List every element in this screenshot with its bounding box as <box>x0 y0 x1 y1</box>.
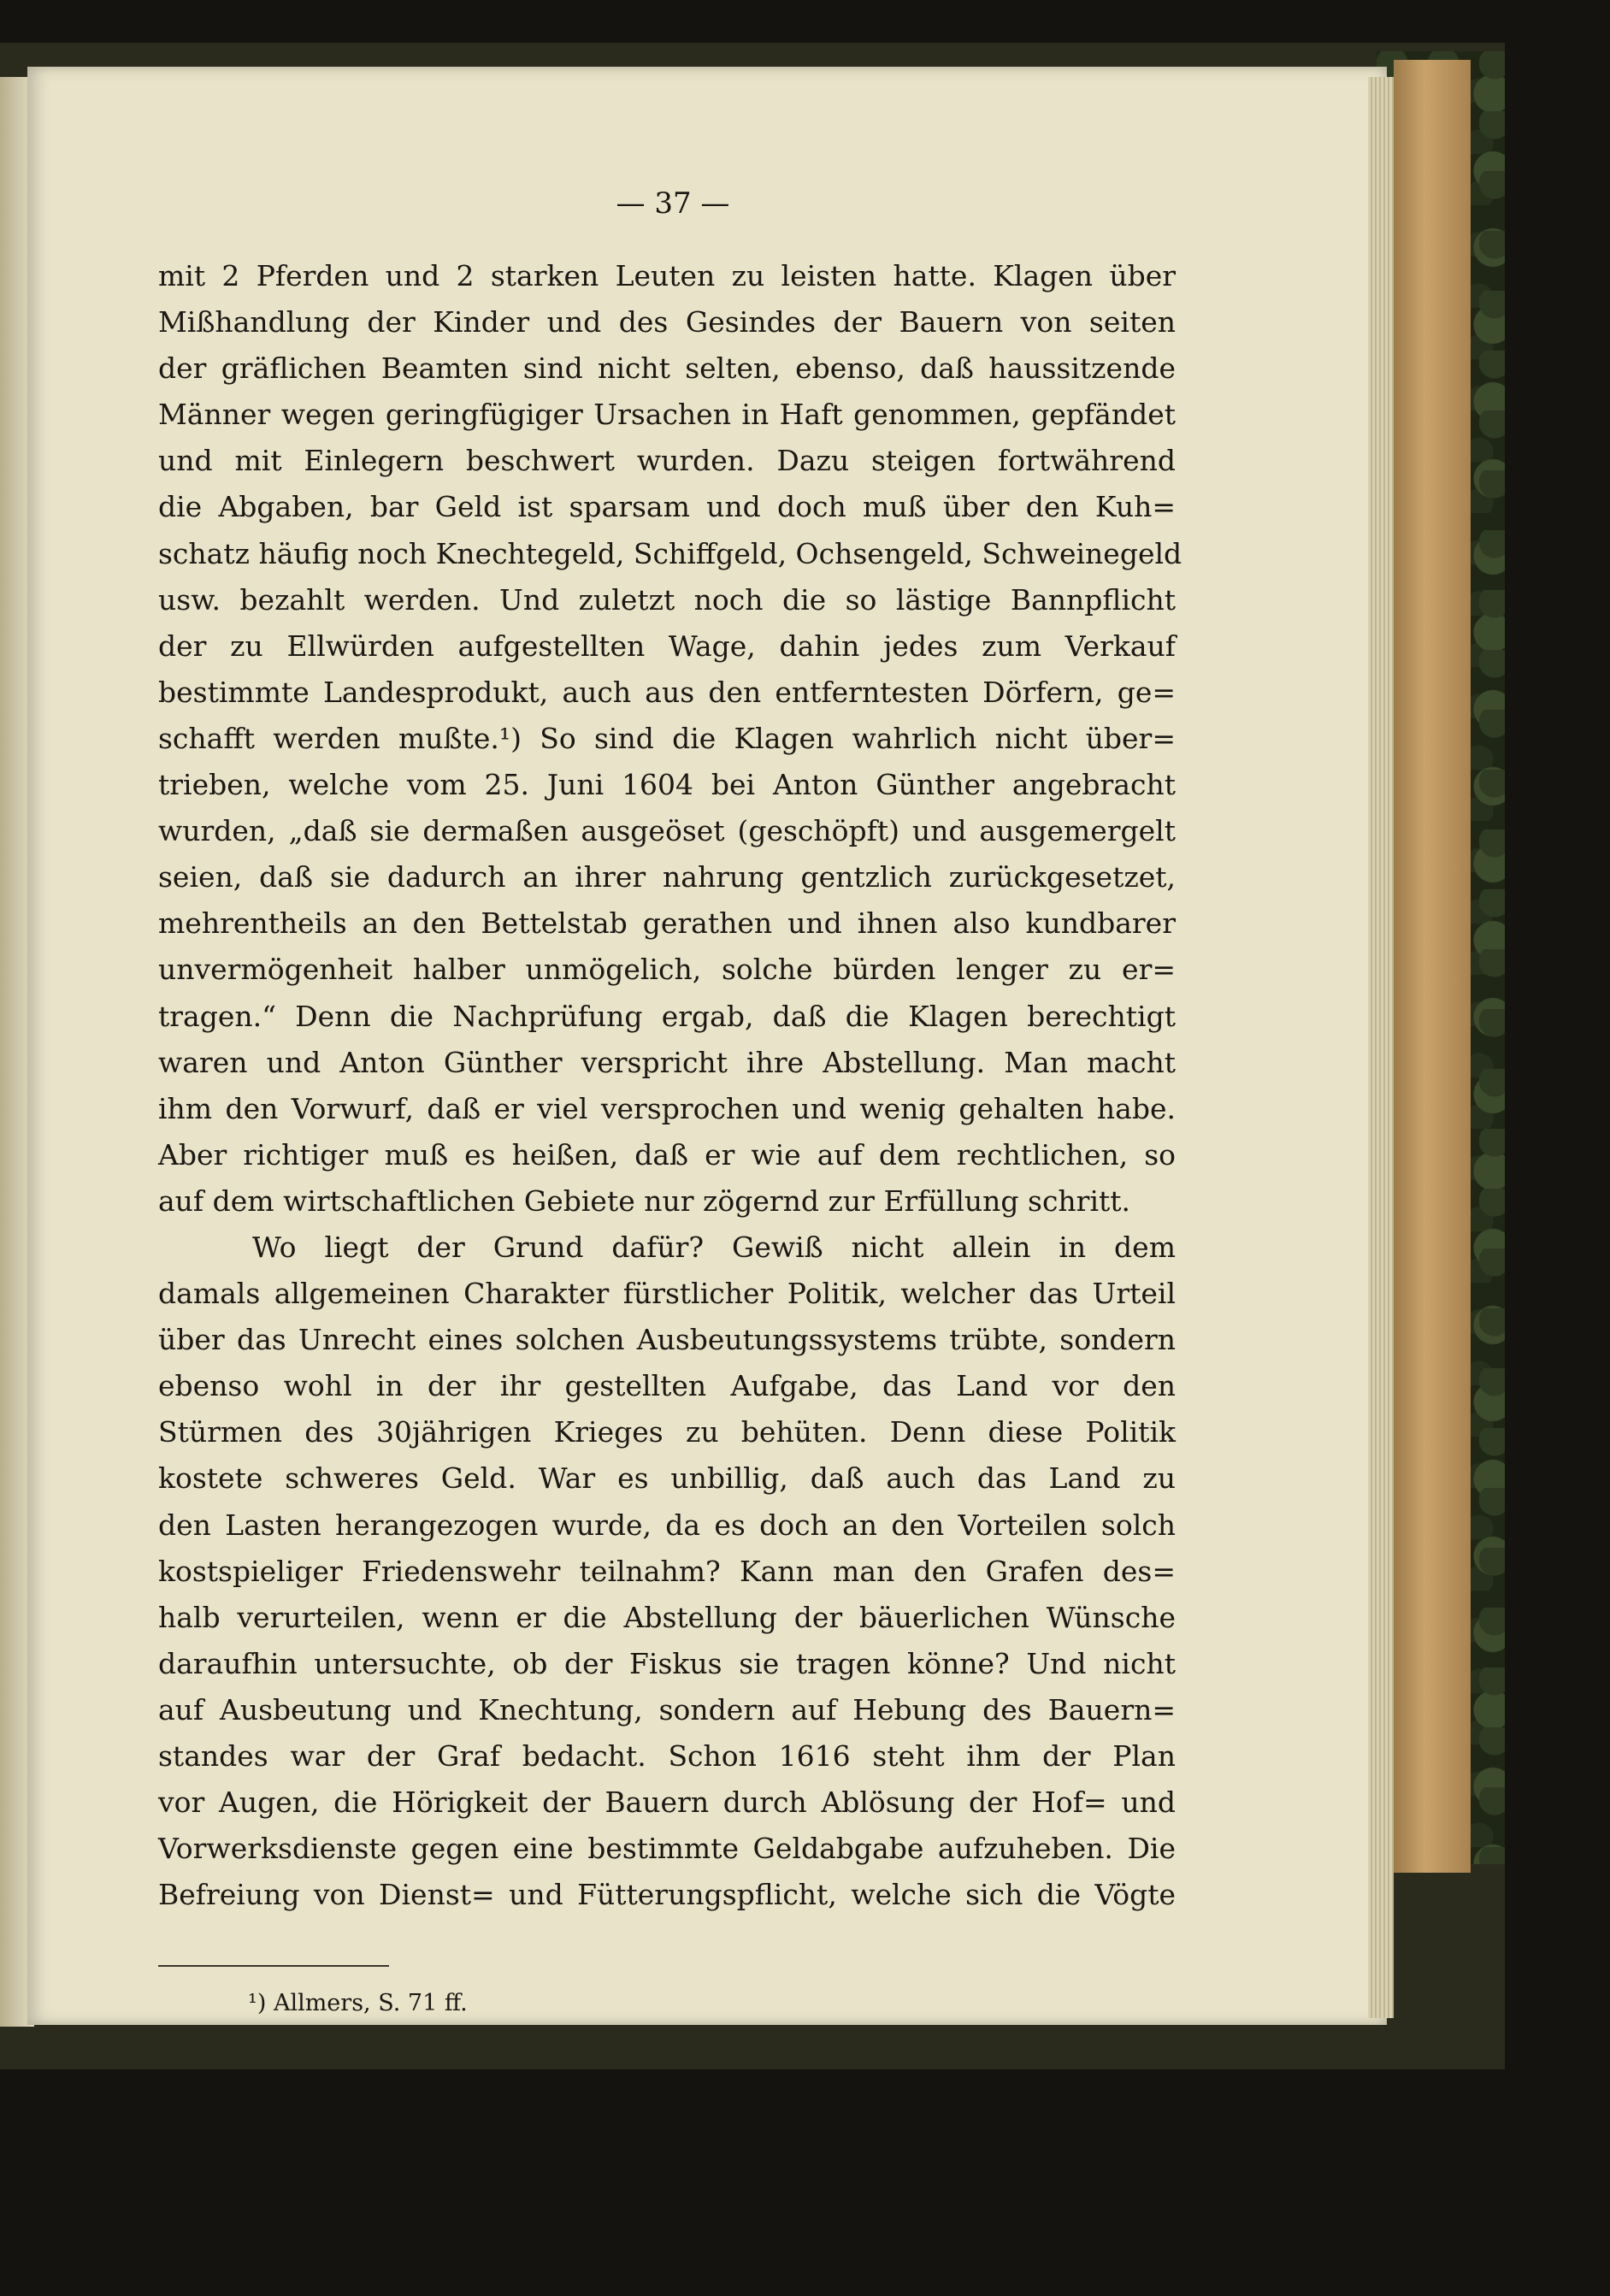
text-line: schatz häufig noch Knechtegeld, Schiffgeld, Ochsengeld, Schweinegeld <box>158 536 1182 570</box>
text-line: wurden, „daß sie dermaßen ausgeöset (geschöpft) und ausgemergelt <box>158 814 1176 848</box>
text-line: kostspieliger Friedenswehr teilnahm? Kann man den Grafen des= <box>158 1554 1176 1588</box>
text-line: Stürmen des 30jährigen Krieges zu behüten. Denn diese Politik <box>158 1415 1176 1449</box>
text-line: seien, daß sie dadurch an ihrer nahrung gentzlich zurückgesetzet, <box>158 860 1176 894</box>
text-line: auf Ausbeutung und Knechtung, sondern auf Hebung des Bauern= <box>158 1692 1176 1726</box>
text-line: damals allgemeinen Charakter fürstlicher Politik, welcher das Urteil <box>158 1277 1176 1311</box>
text-line: waren und Anton Günther verspricht ihre Abstellung. Man macht <box>158 1045 1176 1079</box>
text-line: Mißhandlung der Kinder und des Gesindes der Bauern von seiten <box>158 305 1176 339</box>
text-line: schafft werden mußte.¹) So sind die Klagen wahrlich nicht über= <box>158 721 1176 755</box>
text-line: den Lasten herangezogen wurde, da es doch an den Vorteilen solch <box>158 1508 1176 1542</box>
text-line: halb verurteilen, wenn er die Abstellung der bäuerlichen Wünsche <box>158 1600 1176 1634</box>
text-line: vor Augen, die Hörigkeit der Bauern durch Ablösung der Hof= und <box>158 1785 1176 1820</box>
body-text <box>158 253 1182 1918</box>
footnote-rule <box>158 1965 389 1967</box>
text-line-paragraph-start: Wo liegt der Grund dafür? Gewiß nicht allein in dem <box>252 1230 1176 1264</box>
text-line: usw. bezahlt werden. Und zuletzt noch die so lästige Bannpflicht <box>158 582 1176 617</box>
page-stack-edges <box>1368 77 1394 2018</box>
text-line: daraufhin untersuchte, ob der Fiskus sie tragen könne? Und nicht <box>158 1646 1176 1680</box>
text-line: Aber richtiger muß es heißen, daß er wie auf dem rechtlichen, so <box>158 1137 1176 1172</box>
footnote: ¹) Allmers, S. 71 ff. <box>248 1990 468 2016</box>
text-line: ihm den Vorwurf, daß er viel versprochen und wenig gehalten habe. <box>158 1091 1176 1125</box>
text-line: Männer wegen geringfügiger Ursachen in Haft genommen, gepfändet <box>158 398 1176 432</box>
text-line: unvermögenheit halber unmögelich, solche bürden lenger zu er= <box>158 953 1176 987</box>
text-line: mehrentheils an den Bettelstab gerathen und ihnen also kundbarer <box>158 906 1176 941</box>
text-line: der gräflichen Beamten sind nicht selten, ebenso, daß haussitzende <box>158 351 1176 386</box>
text-line: kostete schweres Geld. War es unbillig, daß auch das Land zu <box>158 1461 1176 1496</box>
text-line: die Abgaben, bar Geld ist sparsam und doch muß über den Kuh= <box>158 490 1176 524</box>
text-line: standes war der Graf bedacht. Schon 1616 steht ihm der Plan <box>158 1739 1176 1773</box>
text-line: und mit Einlegern beschwert wurden. Dazu steigen fortwährend <box>158 444 1176 478</box>
text-line: Vorwerksdienste gegen eine bestimmte Geldabgabe aufzuheben. Die <box>158 1832 1176 1866</box>
text-line: tragen.“ Denn die Nachprüfung ergab, daß die Klagen berechtigt <box>158 999 1176 1033</box>
page-number-header: — 37 — <box>616 186 730 221</box>
leather-spine-edge <box>1394 60 1471 1873</box>
text-line: bestimmte Landesprodukt, auch aus den entferntesten Dörfern, ge= <box>158 675 1176 709</box>
text-line: auf dem wirtschaftlichen Gebiete nur zögernd zur Erfüllung schritt. <box>158 1183 1131 1218</box>
text-line: trieben, welche vom 25. Juni 1604 bei Anton Günther angebracht <box>158 768 1176 802</box>
text-line: mit 2 Pferden und 2 starken Leuten zu leisten hatte. Klagen über <box>158 259 1176 292</box>
text-line: Befreiung von Dienst= und Fütterungspflicht, welche sich die Vögte <box>158 1878 1176 1912</box>
text-line: der zu Ellwürden aufgestellten Wage, dahin jedes zum Verkauf <box>158 629 1176 663</box>
text-line: ebenso wohl in der ihr gestellten Aufgabe, das Land vor den <box>158 1369 1176 1403</box>
text-line: über das Unrecht eines solchen Ausbeutungssystems trübte, sondern <box>158 1323 1176 1357</box>
